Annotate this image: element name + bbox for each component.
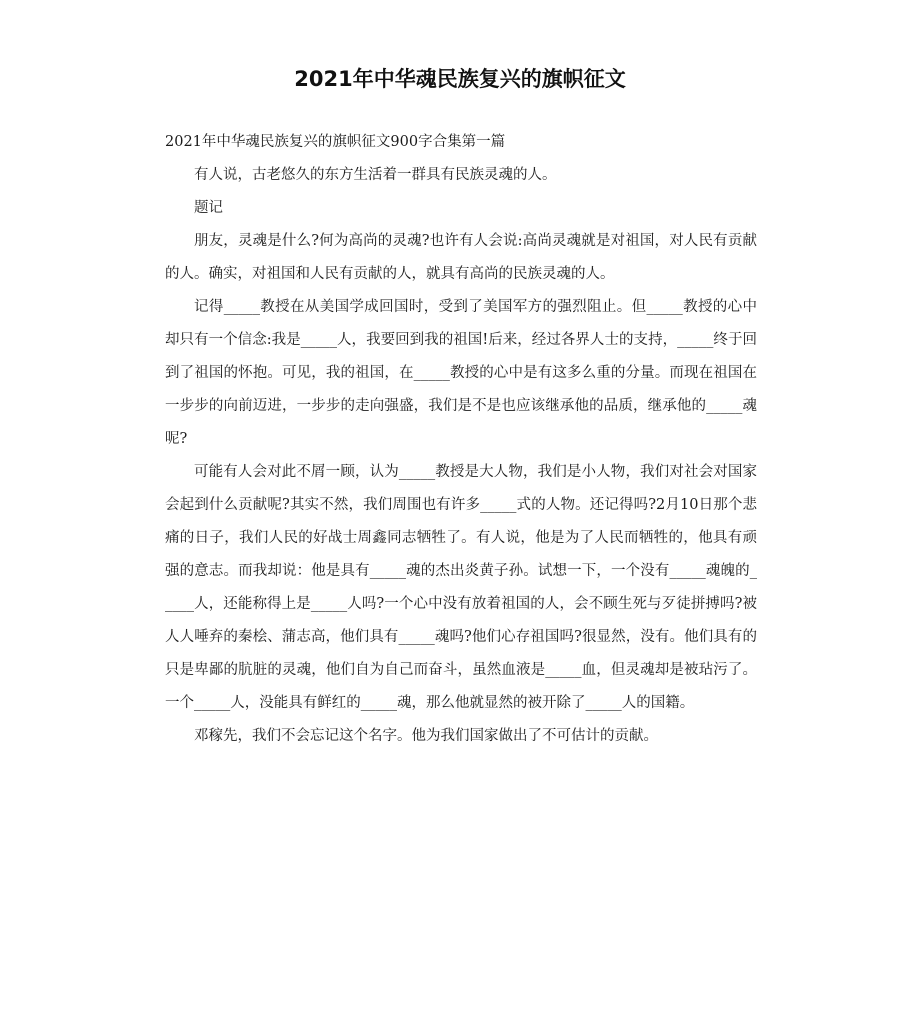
document-body <box>165 126 757 753</box>
paragraph-ordinary-people: 可能有人会对此不屑一顾，认为_____教授是大人物，我们是小人物，我们对社会对国家会起到什么贡献呢?其实不然，我们周围也有许多_____式的人物。还记得吗?2月10日那个悲痛的日子，我们人民的好战士周鑫同志牺牲了。有人说，他是为了人民而牺牲的，他具有顽强的意志。而我却说：他是具有_____魂的杰出炎黄子孙。试想一下，一个没有_____魂魄的_____人，还能称得上是_____人吗?一个心中没有放着祖国的人，会不顾生死与歹徒拼搏吗?被人人唾弃的秦桧、蒲志高，他们具有_____魂吗?他们心存祖国吗?很显然，没有。他们具有的只是卑鄙的肮脏的灵魂，他们自为自己而奋斗，虽然血液是_____血，但灵魂却是被玷污了。一个_____人，没能具有鲜红的_____魂，那么他就显然的被开除了_____人的国籍。 <box>165 464 757 711</box>
paragraph-epigraph-note: 题记 <box>194 200 223 216</box>
paragraph-professor-return: 记得_____教授在从美国学成回国时，受到了美国军方的强烈阻止。但_____教授的心中却只有一个信念:我是_____人，我要回到我的祖国!后来，经过各界人士的支持，_____终于回到了祖国的怀抱。可见，我的祖国，在_____教授的心中是有这多么重的分量。而现在祖国在一步步的向前迈进，一步步的走向强盛，我们是不是也应该继承他的品质，继承他的_____魂呢? <box>165 299 757 447</box>
document-title: 2021年中华魂民族复兴的旗帜征文 <box>294 67 626 91</box>
paragraph-noble-soul: 朋友，灵魂是什么?何为高尚的灵魂?也许有人会说:高尚灵魂就是对祖国，对人民有贡献的人。确实，对祖国和人民有贡献的人，就具有高尚的民族灵魂的人。 <box>165 233 757 282</box>
section-heading: 2021年中华魂民族复兴的旗帜征文900字合集第一篇 <box>165 134 506 150</box>
paragraph-intro: 有人说，古老悠久的东方生活着一群具有民族灵魂的人。 <box>194 167 557 183</box>
paragraph-deng-jiaxian: 邓稼先，我们不会忘记这个名字。他为我们国家做出了不可估计的贡献。 <box>194 728 658 744</box>
